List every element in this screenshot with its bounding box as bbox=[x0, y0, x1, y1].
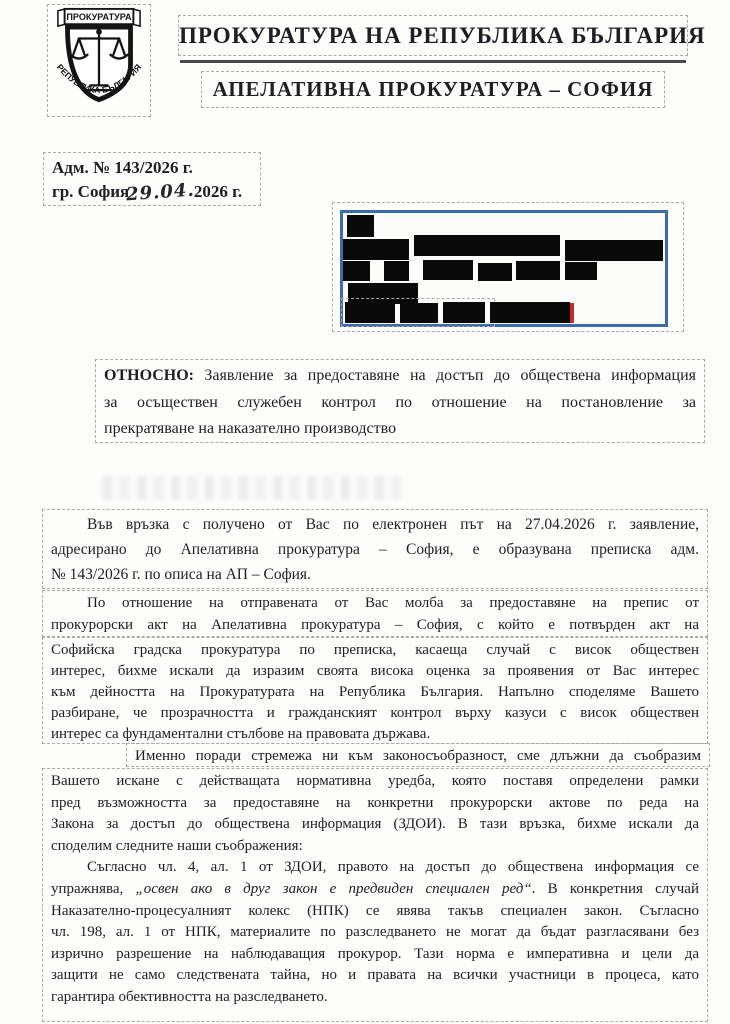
redaction-bar bbox=[565, 240, 663, 261]
body-line: Вашето искане с действащата нормативна уредба, която поставя определени рамки bbox=[51, 773, 699, 789]
quoted-law-text: „освен ако в друг закон е предвиден специален ред“ bbox=[135, 880, 532, 897]
redaction-bar bbox=[414, 235, 560, 256]
city-date-line bbox=[52, 180, 252, 204]
erased-faint-text-band bbox=[103, 476, 401, 500]
paragraph-region bbox=[42, 637, 708, 744]
redaction-bar bbox=[384, 261, 409, 281]
title-underline bbox=[180, 60, 686, 63]
paragraph-region bbox=[126, 743, 710, 767]
office-subtitle-box bbox=[201, 71, 665, 108]
body-line: изрично разрешение на наблюдаващия прокурор. Тази норма е императивна и цели да bbox=[51, 945, 699, 962]
body-line: защити не само следствената тайна, но и правата на всички участници в процеса, като bbox=[51, 967, 699, 984]
paragraph-region bbox=[42, 590, 708, 637]
city-label: гр. София bbox=[52, 182, 130, 201]
paragraph-region bbox=[42, 768, 708, 1022]
body-line: интерес са фундаментални стълбове на правовата държава. bbox=[51, 726, 431, 742]
body-line: Именно поради стремежа ни към законосъобразност, сме длъжни да съобразим bbox=[135, 748, 701, 764]
redaction-bar bbox=[516, 261, 560, 280]
handwritten-date: 29.04. bbox=[125, 179, 196, 206]
body-line: гарантира обективността на разследването. bbox=[51, 988, 328, 1005]
subject-text: Заявление за предоставяне на достъп до обществена информация bbox=[204, 367, 697, 384]
body-text: упражнява, bbox=[51, 880, 136, 897]
addressee-selection-box bbox=[340, 210, 668, 327]
emblem-banner-text: ПРОКУРАТУРА bbox=[66, 11, 132, 22]
body-line: прокурорски акт на Апелативна прокуратура – София, с който е потвърден акт на bbox=[51, 616, 699, 633]
redaction-bar bbox=[343, 261, 370, 281]
body-line: пред възможността за предоставяне на конкретни прокурорски актове по реда на bbox=[51, 794, 699, 811]
body-line: споделим следните наши съображения: bbox=[51, 837, 303, 854]
paragraph-region bbox=[42, 509, 708, 589]
case-number: Адм. № 143/2026 г. bbox=[52, 158, 193, 177]
body-line: По отношение на отправената от Вас молба за предоставяне на препис от bbox=[87, 595, 699, 611]
reference-block bbox=[43, 152, 261, 206]
subject-block bbox=[95, 359, 705, 443]
subject-line bbox=[104, 363, 696, 390]
body-line: разбиране, че прозрачността и гражданският контрол върху казуси с висок обществен bbox=[51, 705, 699, 721]
redaction-bar bbox=[443, 302, 485, 323]
body-line: Закона за достъп до обществена информация (ЗДОИ). В тази връзка, бихме искали да bbox=[51, 816, 699, 833]
subject-line: прекратяване на наказателно производство bbox=[104, 420, 397, 437]
prosecution-emblem bbox=[47, 4, 151, 117]
subject-label: ОТНОСНО: bbox=[104, 367, 194, 384]
redaction-bar bbox=[400, 303, 438, 323]
year-label: 2026 г. bbox=[193, 182, 243, 201]
body-text: . В конкретния случай bbox=[531, 880, 699, 897]
body-line: интерес, бихме искали да изразим своята висока оценка за проявения от Вас интерес bbox=[51, 663, 699, 679]
body-line: чл. 198, ал. 1 от НПК, материалите по разследването не могат да бъдат разгласявани без bbox=[51, 924, 699, 941]
body-line: адресирано до Апелативна прокуратура – София, е образувана преписка адм. bbox=[51, 541, 699, 558]
body-line: Софийска градска прокуратура по преписка, касаеща случай с висок обществен bbox=[51, 642, 699, 658]
redaction-bar bbox=[478, 263, 512, 281]
scales-of-justice-emblem-icon bbox=[51, 7, 147, 114]
text-cursor-mark bbox=[570, 303, 574, 323]
redaction-bar bbox=[423, 260, 473, 280]
office-subtitle: АПЕЛАТИВНА ПРОКУРАТУРА – СОФИЯ bbox=[212, 77, 654, 101]
redaction-bar bbox=[347, 215, 374, 237]
body-line: № 143/2026 г. по описа на АП – София. bbox=[51, 566, 311, 583]
body-line: Наказателно-процесуалният колекс (НПК) се явява такъв специален закон. Съгласно bbox=[51, 902, 699, 919]
body-line bbox=[51, 879, 699, 901]
body-line: Съгласно чл. 4, ал. 1 от ЗДОИ, правото на достъп до обществена информация се bbox=[87, 859, 699, 876]
redaction-bar bbox=[345, 302, 395, 323]
emblem-arc-text: РЕПУБЛИКА БЪЛГАРИЯ bbox=[54, 62, 144, 96]
body-line: към дейността на Прокуратурата на Република България. Напълно споделяме Вашето bbox=[51, 684, 699, 700]
redaction-bar bbox=[343, 239, 409, 260]
institution-title: ПРОКУРАТУРА НА РЕПУБЛИКА БЪЛГАРИЯ bbox=[179, 23, 706, 48]
subject-line: за осъществен служебен контрол по отношение на постановление за bbox=[104, 393, 696, 411]
body-line: Във връзка с получено от Вас по електронен път на 27.04.2026 г. заявление, bbox=[87, 516, 699, 533]
redaction-bar bbox=[490, 302, 570, 323]
redaction-bar bbox=[565, 262, 597, 280]
institution-title-box bbox=[178, 15, 706, 56]
